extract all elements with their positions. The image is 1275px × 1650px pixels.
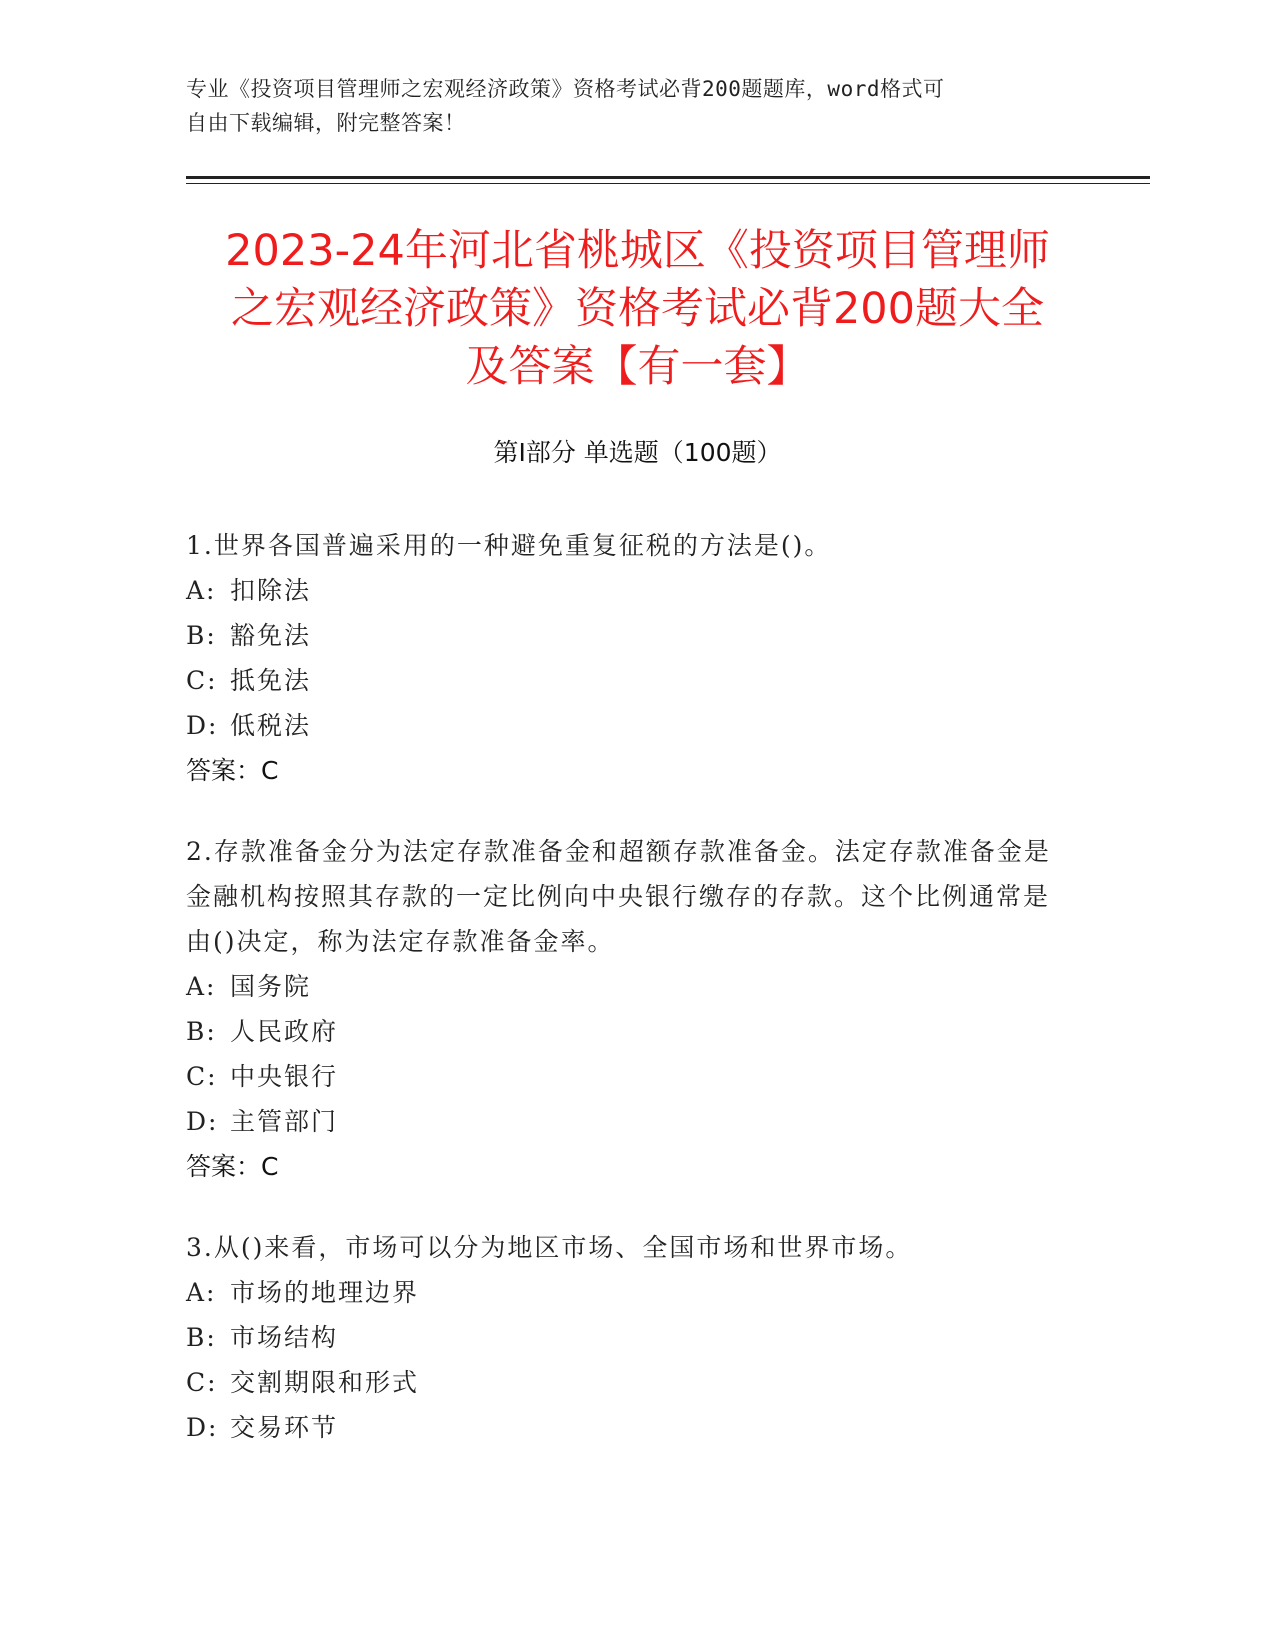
question-stem: 2.存款准备金分为法定存款准备金和超额存款准备金。法定存款准备金是金融机构按照其存款的一定比例向中央银行缴存的存款。这个比例通常是由()决定，称为法定存款准备金率。: [186, 837, 1051, 956]
option-letter: A:: [186, 576, 217, 605]
option-letter: A:: [186, 972, 217, 1001]
option-text: 国务院: [230, 972, 312, 1001]
option-letter: B:: [186, 1017, 217, 1046]
option-letter: C:: [186, 666, 218, 695]
option-a: [186, 1270, 1076, 1315]
option-text: 主管部门: [230, 1107, 339, 1136]
document-title-line-2: 之宏观经济政策》资格考试必背200题大全: [230, 284, 1045, 334]
option-text: 市场的地理边界: [230, 1278, 420, 1307]
option-letter: C:: [186, 1062, 218, 1091]
header-note-line-2: 自由下载编辑，附完整答案！: [186, 111, 466, 135]
option-letter: A:: [186, 1278, 217, 1307]
question-1: [186, 523, 1076, 793]
option-letter: B:: [186, 621, 217, 650]
option-c: [186, 1360, 1076, 1405]
option-a: [186, 964, 1076, 1009]
question-stem: 3.从()来看，市场可以分为地区市场、全国市场和世界市场。: [186, 1233, 913, 1262]
header-divider-thick: [186, 176, 1150, 179]
header-divider-thin: [186, 183, 1150, 184]
option-text: 交易环节: [230, 1413, 339, 1442]
option-letter: D:: [186, 1107, 219, 1136]
option-c: [186, 1054, 1076, 1099]
option-a: [186, 568, 1076, 613]
option-text: 低税法: [230, 711, 312, 740]
option-d: [186, 1099, 1076, 1144]
option-d: [186, 1405, 1076, 1450]
question-list: [186, 523, 1076, 1486]
header-note: [186, 72, 1066, 140]
option-b: [186, 1315, 1076, 1360]
option-text: 中央银行: [230, 1062, 339, 1091]
option-letter: D:: [186, 711, 219, 740]
question-stem: 1.世界各国普遍采用的一种避免重复征税的方法是()。: [186, 531, 832, 560]
option-text: 交割期限和形式: [230, 1368, 420, 1397]
answer: 答案：C: [186, 1152, 279, 1181]
option-letter: B:: [186, 1323, 217, 1352]
section-title: 第Ⅰ部分 单选题（100题）: [493, 438, 782, 467]
header-note-line-1: 专业《投资项目管理师之宏观经济政策》资格考试必背200题题库，word格式可: [186, 77, 945, 101]
option-text: 抵免法: [230, 666, 312, 695]
document-title: [150, 222, 1125, 396]
document-title-line-3: 及答案【有一套】: [465, 342, 810, 392]
option-letter: C:: [186, 1368, 218, 1397]
document-title-line-1: 2023-24年河北省桃城区《投资项目管理师: [225, 226, 1050, 276]
question-2: [186, 829, 1076, 1189]
option-text: 扣除法: [230, 576, 312, 605]
option-c: [186, 658, 1076, 703]
option-letter: D:: [186, 1413, 219, 1442]
option-text: 人民政府: [230, 1017, 339, 1046]
option-b: [186, 1009, 1076, 1054]
option-text: 市场结构: [230, 1323, 339, 1352]
option-b: [186, 613, 1076, 658]
answer: 答案：C: [186, 756, 279, 785]
option-text: 豁免法: [230, 621, 312, 650]
question-3: [186, 1225, 1076, 1450]
option-d: [186, 703, 1076, 748]
